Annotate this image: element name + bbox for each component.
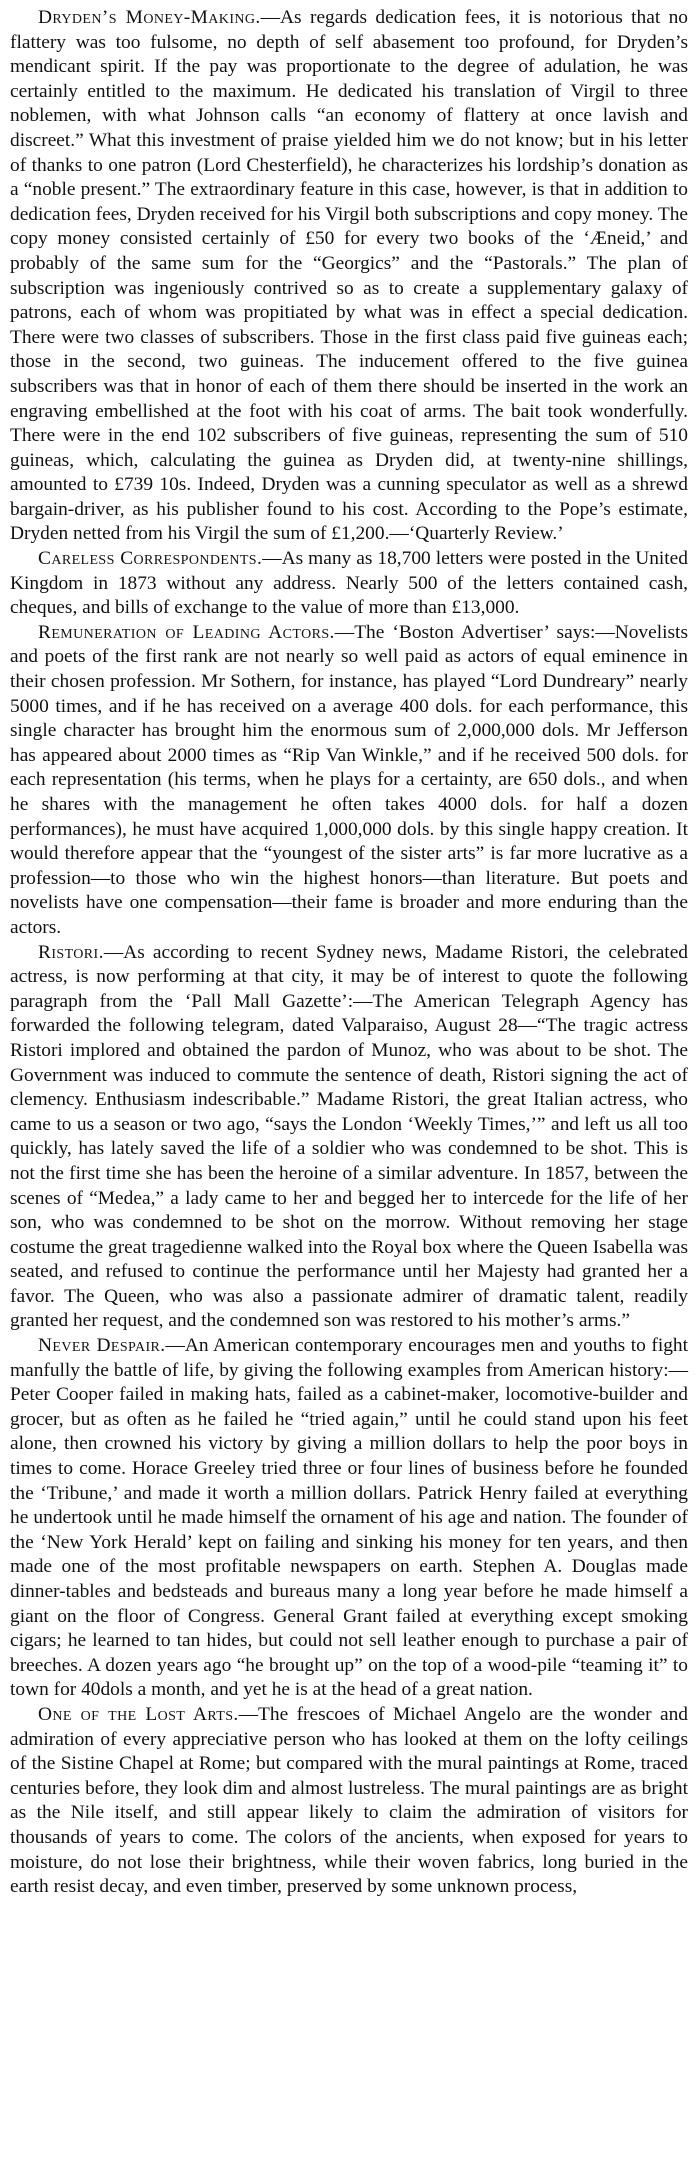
article-heading: Ristori.: [38, 941, 104, 963]
article-body: —An American contemporary encourages men and youths to fight manfully the battle of life, by giving the following examples from American history:—Peter Cooper failed in making hats, failed as a cabinet-maker, locomotive-builder and grocer, but as often as he failed he “tried again,” until he could stand upon his feet alone, then crowned his victory by giving a million dollars to help the poor boys in times to come. Horace Greeley tried three or four lines of business before he founded the ‘Tribune,’ and made it worth a million dollars. Patrick Henry failed at everything he undertook until he made himself the ornament of his age and nation. The founder of the ‘New York Herald’ kept on failing and sinking his money for ten years, and then made one of the most profitable newspapers on earth. Stephen A. Douglas made dinner-tables and bedsteads and bureaus many a long year before he made himself a giant on the floor of Congress. General Grant failed at everything except smoking cigars; he learned to tan hides, but could not sell leather enough to purchase a pair of breeches. A dozen years ago “he brought up” on the top of a wood-pile “teaming it” to town for 40dols a month, and yet he is at the head of a great nation.: [10, 1335, 688, 1701]
article-remuneration-of-leading-actors: [10, 621, 688, 941]
article-never-despair: [10, 1334, 688, 1703]
article-body: —The frescoes of Michael Angelo are the wonder and admiration of every appreciative person who has looked at them on the lofty ceilings of the Sistine Chapel at Rome; but compared with the mural paintings at Rome, traced centuries before, they look dim and almost lustreless. The mural paintings are as bright as the Nile itself, and still appear likely to claim the admiration of visitors for thousands of years to come. The colors of the ancients, when exposed for years to moisture, do not lose their brightness, while their woven fabrics, long buried in the earth resist decay, and even timber, preserved by some unknown process,: [10, 1703, 688, 1898]
article-body: —As many as 18,700 letters were posted in the United Kingdom in 1873 without any address. Nearly 500 of the letters contained cash, cheques, and bills of exchange to the value of more than £13,000.: [10, 548, 688, 619]
article-heading: Dryden’s Money-Making.: [38, 7, 261, 28]
article-one-of-the-lost-arts: [10, 1703, 688, 1900]
article-heading: Remuneration of Leading Actors.: [38, 621, 335, 643]
article-heading: One of the Lost Arts.: [38, 1703, 239, 1725]
article-heading: Never Despair.: [38, 1335, 166, 1357]
article-body: —As according to recent Sydney news, Madame Ristori, the celebrated actress, is now performing at that city, it may be of interest to quote the following paragraph from the ‘Pall Mall Gazette’:—The American Telegraph Agency has forwarded the following telegram, dated Valparaiso, August 28—“The tragic actress Ristori implored and obtained the pardon of Munoz, who was about to be shot. The Government was induced to commute the sentence of death, Ristori signing the act of clemency. Enthusiasm indescribable.” Madame Ristori, the great Italian actress, who came to us a season or two ago, “says the London ‘Weekly Times,’” and left us all too quickly, has lately saved the life of a soldier who was condemned to be shot. This is not the first time she has been the heroine of a similar adventure. In 1857, between the scenes of “Medea,” a lady came to her and begged her to intercede for the life of her son, who was condemned to be shot on the morrow. Without removing her stage costume the great tragedienne walked into the Royal box where the Queen Isabella was seated, and refused to continue the performance until her Majesty had granted her a favor. The Queen, who was also a passionate admirer of dramatic talent, readily granted her request, and the condemned son was restored to his mother’s arms.”: [10, 941, 688, 1332]
article-ristori: [10, 941, 688, 1335]
article-careless-correspondents: [10, 547, 688, 621]
article-heading: Careless Correspondents.: [38, 548, 263, 570]
article-drydens-money-making: [10, 6, 688, 547]
article-body: —As regards dedication fees, it is notorious that no flattery was too fulsome, no depth of self abasement too profound, for Dryden’s mendicant spirit. If the pay was proportionate to the degree of adulation, he was certainly entitled to the maximum. He dedicated his translation of Virgil to three noblemen, with what Johnson calls “an economy of flattery at once lavish and discreet.” What this investment of praise yielded him we do not know; but in his letter of thanks to one patron (Lord Chesterfield), he characterizes his lordship’s donation as a “noble present.” The extraordinary feature in this case, however, is that in addition to dedication fees, Dryden received for his Virgil both subscriptions and copy money. The copy money consisted certainly of £50 for every two books of the ‘Æneid,’ and probably of the same sum for the “Georgics” and the “Pastorals.” The plan of subscription was ingeniously contrived so as to create a supplementary galaxy of patrons, each of whom was propitiated by what was in effect a special dedication. There were two classes of subscribers. Those in the first class paid five guineas each; those in the second, two guineas. The inducement offered to the five guinea subscribers was that in honor of each of them there should be inserted in the work an engraving embellished at the foot with his coat of arms. The bait took wonderfully. There were in the end 102 subscribers of five guineas, representing the sum of 510 guineas, which, calculating the guinea as Dryden did, at twenty-nine shillings, amounted to £739 10s. Indeed, Dryden was a cunning speculator as well as a shrewd bargain-driver, as his publisher found to his cost. According to the Pope’s estimate, Dryden netted from his Virgil the sum of £1,200.—‘Quarterly Review.’: [10, 7, 688, 545]
article-body: —The ‘Boston Advertiser’ says:—Novelists and poets of the first rank are not nearly so well paid as actors of equal eminence in their chosen profession. Mr Sothern, for instance, has played “Lord Dundreary” nearly 5000 times, and if he has received on a average 400 dols. for each performance, this single character has brought him the enormous sum of 2,000,000 dols. Mr Jefferson has appeared about 2000 times as “Rip Van Winkle,” and if he received 500 dols. for each representation (his terms, when he plays for a certainty, are 650 dols., and when he shares with the management he often takes 4000 dols. for half a dozen performances), he must have acquired 1,000,000 dols. by this single happy creation. It would therefore appear that the “youngest of the sister arts” is far more lucrative as a profession—to those who win the highest honors—than literature. But poets and novelists have one compensation—their fame is broader and more enduring than the actors.: [10, 621, 688, 938]
